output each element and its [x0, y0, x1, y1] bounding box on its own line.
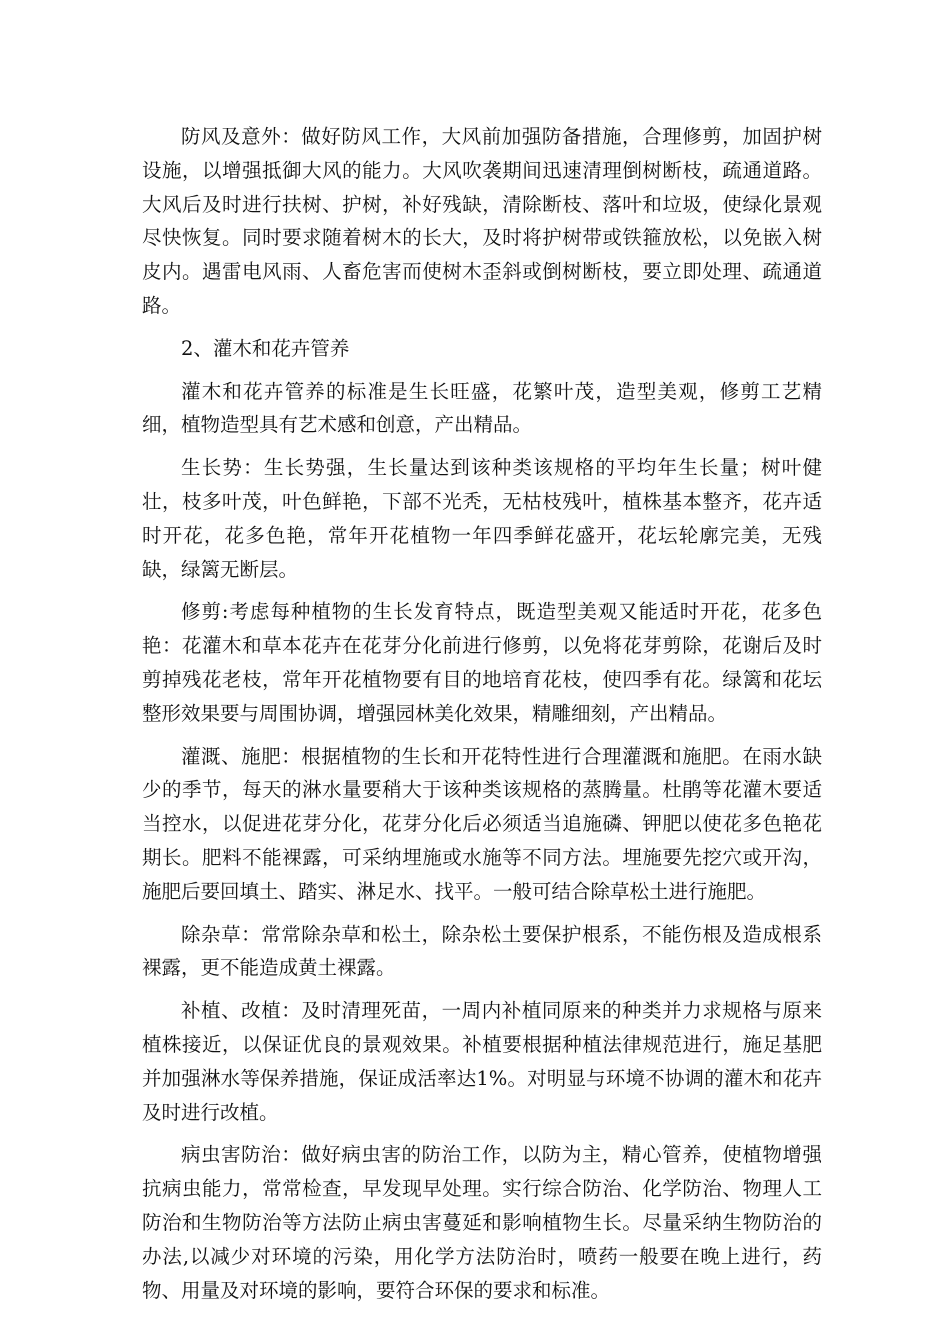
paragraph-standard: 灌木和花卉管养的标准是生长旺盛，花繁叶茂，造型美观，修剪工艺精细，植物造型具有艺术感和创意，产出精品。 — [142, 379, 822, 437]
paragraph-weeding: 除杂草：常常除杂草和松土，除杂松土要保护根系，不能伤根及造成根系裸露，更不能造成黄土裸露。 — [142, 922, 822, 980]
paragraph-growth: 生长势：生长势强，生长量达到该种类该规格的平均年生长量；树叶健壮，枝多叶茂，叶色鲜艳，下部不光秃，无枯枝残叶，植株基本整齐，花卉适时开花，花多色艳，常年开花植物一年四季鲜花盛开，花坛轮廓完美，无残缺，绿篱无断层。 — [142, 456, 822, 581]
paragraph-pest-control: 病虫害防治：做好病虫害的防治工作，以防为主，精心管养，使植物增强抗病虫能力，常常检查，早发现早处理。实行综合防治、化学防治、物理人工防治和生物防治等方法防止病虫害蔓延和影响植物生长。尽量采纳生物防治的办法,以减少对环境的污染，用化学方法防治时，喷药一般要在晚上进行，药物、用量及对环境的影响，要符合环保的要求和标准。 — [142, 1143, 822, 1302]
section-heading: 2、灌木和花卉管养 — [181, 336, 350, 360]
paragraph-pruning: 修剪:考虑每种植物的生长发育特点，既造型美观又能适时开花，花多色艳：花灌木和草本花卉在花芽分化前进行修剪，以免将花芽剪除，花谢后及时剪掉残花老枝，常年开花植物要有目的地培育花枝，使四季有花。绿篱和花坛整形效果要与周围协调，增强园林美化效果，精雕细刻，产出精品。 — [142, 600, 822, 725]
paragraph-replanting: 补植、改植：及时清理死苗，一周内补植同原来的种类并力求规格与原来植株接近，以保证优良的景观效果。补植要根据种植法律规范进行，施足基肥并加强淋水等保养措施，保证成活率达1%。对明显与环境不协调的灌木和花卉及时进行改植。 — [142, 999, 822, 1124]
document-body — [142, 120, 822, 1316]
paragraph-irrigation: 灌溉、施肥：根据植物的生长和开花特性进行合理灌溉和施肥。在雨水缺少的季节，每天的淋水量要稍大于该种类该规格的蒸腾量。杜鹃等花灌木要适当控水，以促进花芽分化，花芽分化后必须适当追施磷、钾肥以使花多色艳花期长。肥料不能裸露，可采纳埋施或水施等不同方法。埋施要先挖穴或开沟，施肥后要回填土、踏实、淋足水、找平。一般可结合除草松土进行施肥。 — [142, 744, 822, 903]
paragraph-wind-protection: 防风及意外：做好防风工作，大风前加强防备措施，合理修剪，加固护树设施，以增强抵御大风的能力。大风吹袭期间迅速清理倒树断枝，疏通道路。大风后及时进行扶树、护树，补好残缺，清除断枝、落叶和垃圾，使绿化景观尽快恢复。同时要求随着树木的长大，及时将护树带或铁箍放松，以免嵌入树皮内。遇雷电风雨、人畜危害而使树木歪斜或倒树断枝，要立即处理、疏通道路。 — [142, 125, 822, 317]
